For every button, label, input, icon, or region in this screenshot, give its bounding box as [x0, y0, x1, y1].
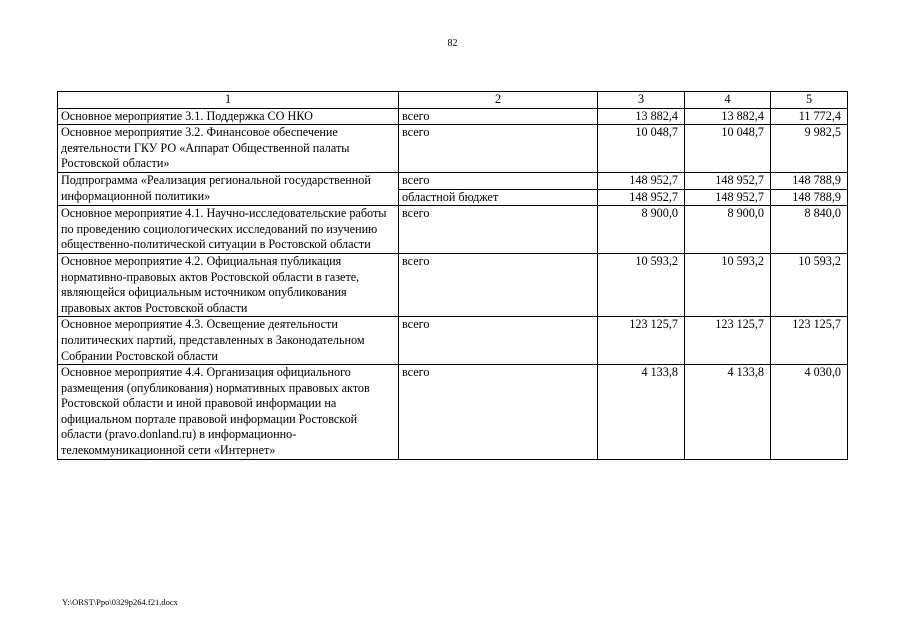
row-value-5: 8 840,0: [771, 206, 848, 254]
row-value-3: 148 952,7: [598, 172, 685, 189]
table-row: [58, 172, 848, 189]
row-value-5: 10 593,2: [771, 253, 848, 316]
row-value-5: 148 788,9: [771, 172, 848, 189]
row-name: Основное мероприятие 4.1. Научно-исследовательские работы по проведению социологических исследований по изучению общественно-политической ситуации в Ростовской области: [58, 206, 399, 254]
table-row: [58, 317, 848, 365]
footer-file-path: Y:\ORST\Ppo\0329p264.f21.docx: [62, 597, 178, 607]
row-value-5: 11 772,4: [771, 108, 848, 125]
header-col-2: 2: [399, 92, 598, 109]
row-value-3: 4 133,8: [598, 365, 685, 460]
row-source: областной бюджет: [399, 189, 598, 206]
row-value-4: 148 952,7: [685, 189, 771, 206]
table-row: [58, 206, 848, 254]
row-value-3: 10 048,7: [598, 125, 685, 173]
row-source: всего: [399, 206, 598, 254]
row-value-3: 8 900,0: [598, 206, 685, 254]
row-value-5: 9 982,5: [771, 125, 848, 173]
row-value-3: 148 952,7: [598, 189, 685, 206]
table-header-row: [58, 92, 848, 109]
row-source: всего: [399, 253, 598, 316]
row-value-4: 10 593,2: [685, 253, 771, 316]
row-value-3: 123 125,7: [598, 317, 685, 365]
row-name: Основное мероприятие 3.2. Финансовое обеспечение деятельности ГКУ РО «Аппарат Общественной палаты Ростовской области»: [58, 125, 399, 173]
row-name: Основное мероприятие 4.3. Освещение деятельности политических партий, представленных в Законодательном Собрании Ростовской области: [58, 317, 399, 365]
row-value-5: 148 788,9: [771, 189, 848, 206]
row-name: Основное мероприятие 4.2. Официальная публикация нормативно-правовых актов Ростовской области в газете, являющейся официальным источником опубликования правовых актов Ростовской области: [58, 253, 399, 316]
table-row: [58, 125, 848, 173]
row-value-3: 13 882,4: [598, 108, 685, 125]
row-value-4: 13 882,4: [685, 108, 771, 125]
table-row: [58, 253, 848, 316]
row-value-4: 8 900,0: [685, 206, 771, 254]
row-value-4: 10 048,7: [685, 125, 771, 173]
row-name: Основное мероприятие 4.4. Организация официального размещения (опубликования) нормативных правовых актов Ростовской области и иной правовой информации на официальном портале правовой информации Ростовской области (pravo.donland.ru) в информационно-телекоммуникационной сети «Интернет»: [58, 365, 399, 460]
row-value-5: 123 125,7: [771, 317, 848, 365]
row-source: всего: [399, 365, 598, 460]
budget-table: [57, 91, 848, 460]
header-col-1: 1: [58, 92, 399, 109]
table-row: [58, 108, 848, 125]
row-value-5: 4 030,0: [771, 365, 848, 460]
header-col-4: 4: [685, 92, 771, 109]
header-col-5: 5: [771, 92, 848, 109]
table-row: [58, 365, 848, 460]
row-source: всего: [399, 172, 598, 189]
row-name: Подпрограмма «Реализация региональной государственной информационной политики»: [58, 172, 399, 205]
row-value-3: 10 593,2: [598, 253, 685, 316]
row-value-4: 148 952,7: [685, 172, 771, 189]
row-source: всего: [399, 125, 598, 173]
header-col-3: 3: [598, 92, 685, 109]
page-number: 82: [447, 38, 458, 49]
row-value-4: 123 125,7: [685, 317, 771, 365]
row-name: Основное мероприятие 3.1. Поддержка СО НКО: [58, 108, 399, 125]
row-source: всего: [399, 108, 598, 125]
row-source: всего: [399, 317, 598, 365]
row-value-4: 4 133,8: [685, 365, 771, 460]
